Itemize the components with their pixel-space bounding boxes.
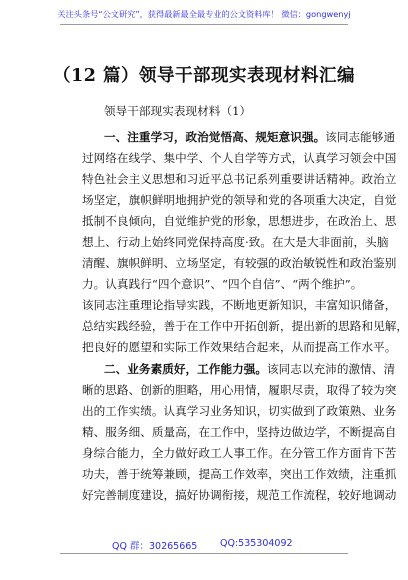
paragraph-line: 该同志能够通 — [325, 130, 396, 144]
paragraph-line: 清醒、旗帜鲜明、立场坚定，有较强的政治敏锐性和政治鉴别 — [82, 256, 397, 270]
header-notice: 关注头条号“公文研究”，获得最新最全最专业的公文资料库！ 微信：gongwenyj — [57, 9, 351, 19]
footer — [0, 538, 408, 552]
paragraph-line: 总结实践经验，善于在工作中开拓创新，提出新的思路和见解， — [82, 319, 408, 333]
paragraph-line: 精、服务细、质量高，在工作中，坚持边做边学，不断提高自 — [82, 425, 397, 439]
section-1-heading: 一、注重学习，政治觉悟高、规矩意识强。 — [104, 130, 326, 144]
footer-qq-group: QQ 群：30265665 — [112, 541, 198, 552]
section-2-first-line — [104, 362, 395, 376]
footer-divider — [60, 553, 348, 554]
footer-qq-number: QQ:535304092 — [220, 538, 293, 549]
paragraph-line: 想上、行动上始终同党保持高度·致。在大是大非面前，头脑 — [82, 235, 389, 249]
paragraph-line: 过网络在线学、集中学、个人自学等方式，认真学习领会中国 — [82, 151, 397, 165]
subtitle: 领导干部现实表现材料（1） — [104, 104, 252, 118]
section-2-heading: 二、业务素质好，工作能力强。 — [104, 362, 268, 376]
paragraph-line: 力。认真践行“四个意识”、“四个自信”、“两个维护”。 — [82, 277, 363, 291]
paragraph-line: 该同志注重理论指导实践，不断地更新知识，丰富知识储备， — [82, 298, 397, 312]
paragraph-line: 把良好的愿望和实际工作效果结合起来，从而提高工作水平。 — [82, 340, 397, 354]
section-1-first-line — [104, 130, 395, 144]
document-title: （12 篇）领导干部现实表现材料汇编 — [53, 66, 355, 86]
paragraph-line: 特色社会主义思想和习近平总书记系列重要讲话精神。政治立 — [82, 172, 397, 186]
header-divider — [60, 24, 348, 25]
paragraph-line: 出的工作实绩。认真学习业务知识，切实做到了政策熟、业务 — [82, 404, 397, 418]
paragraph-line: 身综合能力，全力做好政工人事工作。在分管工作方面肯下苦 — [82, 446, 397, 460]
paragraph-line: 功夫，善于统筹兼顾，提高工作效率，突出工作效绩，注重抓 — [82, 467, 397, 481]
paragraph-line: 好完善制度建设，搞好协调衔接，规范工作流程，较好地调动 — [82, 488, 397, 502]
paragraph-line: 抵制不良倾向，自觉维护党的形象，思想进步，在政治上、思 — [82, 214, 397, 228]
paragraph-line: 该同志以充沛的激情、清 — [267, 362, 396, 376]
paragraph-line: 晰的思路、创新的胆略，用心用情，履职尽责，取得了较为突 — [82, 383, 397, 397]
paragraph-line: 场坚定，旗帜鲜明地拥护党的领导和党的各项重大决定，自觉 — [82, 193, 397, 207]
